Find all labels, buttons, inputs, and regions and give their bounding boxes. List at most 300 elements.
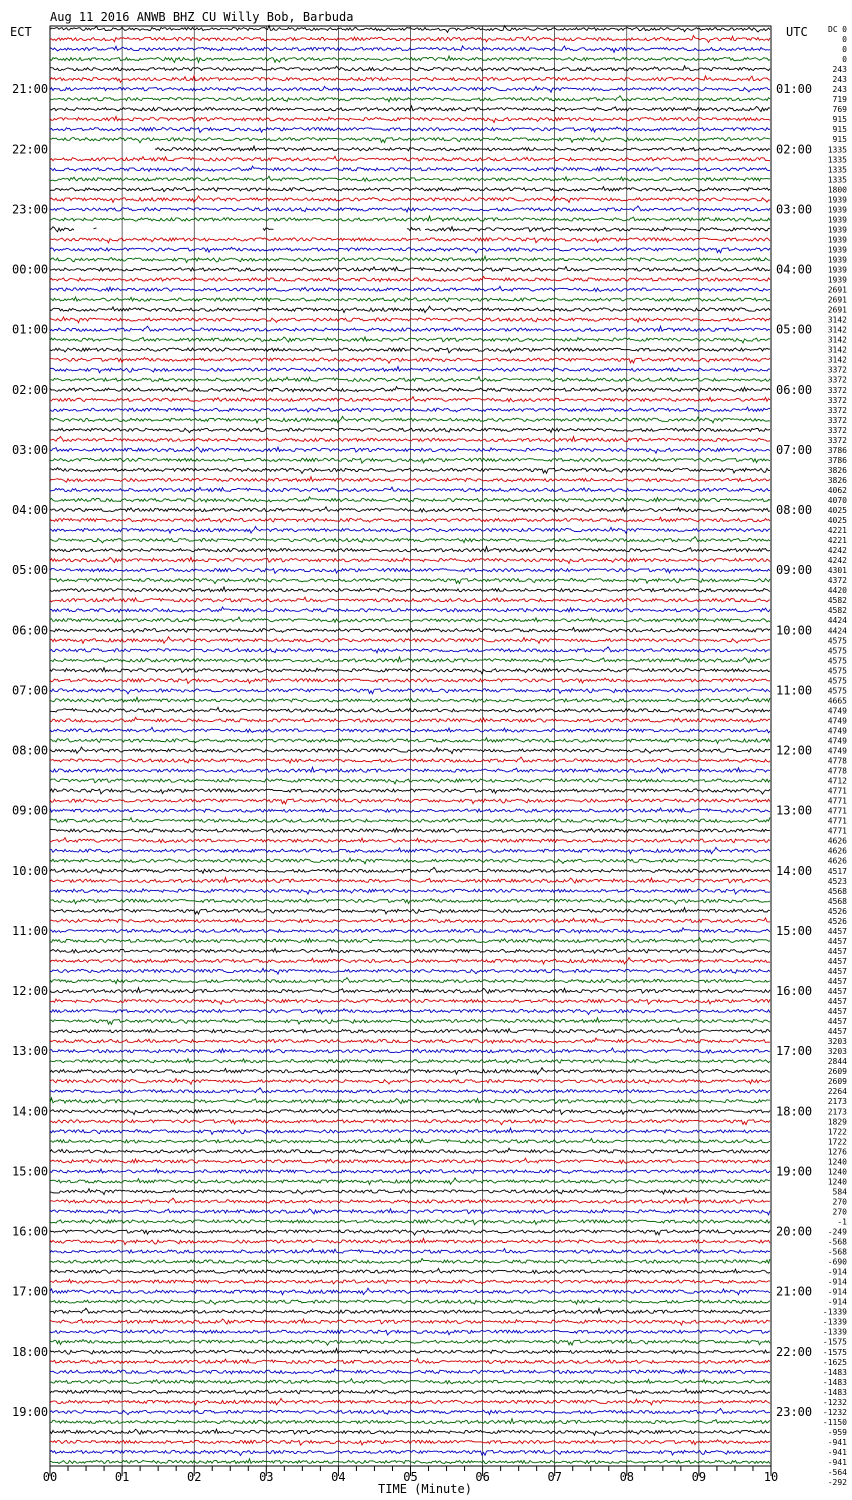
seismic-trace (50, 468, 770, 474)
seismic-trace (50, 458, 770, 463)
seismic-trace (50, 276, 770, 281)
seismic-trace (50, 978, 770, 984)
seismic-trace (50, 908, 770, 915)
seismic-trace (50, 999, 770, 1004)
right-hour-label: 06:00 (776, 382, 813, 397)
seismic-trace (50, 447, 770, 453)
dc-offset-label: 4575 (827, 636, 847, 646)
dc-offset-label: 4749 (827, 716, 847, 726)
seismic-trace (50, 747, 770, 754)
seismic-trace (50, 738, 770, 744)
seismic-trace (50, 899, 770, 905)
left-hour-labels (12, 82, 48, 1419)
seismic-trace (50, 1148, 770, 1153)
dc-offset-label: -1 (837, 1217, 847, 1227)
seismic-trace (50, 838, 770, 843)
dc-offset-label: 2609 (827, 1067, 847, 1077)
dc-offset-label: 1939 (827, 205, 847, 215)
dc-offset-label: -941 (827, 1447, 847, 1457)
dc-offset-label: -914 (827, 1287, 847, 1297)
dc-offset-label: 4221 (827, 536, 847, 546)
seismic-trace (50, 297, 770, 302)
right-hour-label: 03:00 (776, 202, 813, 217)
dc-offset-label: 769 (832, 105, 847, 115)
dc-offset-label: 3372 (827, 425, 847, 435)
seismic-trace (50, 988, 770, 994)
right-hour-labels (776, 82, 812, 1419)
seismic-trace (50, 928, 770, 933)
seismic-trace (50, 727, 770, 732)
dc-offset-label: 243 (832, 75, 847, 85)
seismic-trace (50, 1429, 770, 1435)
dc-offset-label: 4070 (827, 495, 847, 505)
dc-offset-label: -914 (827, 1267, 847, 1277)
x-tick-label: 07 (547, 1470, 562, 1484)
left-hour-label: 13:00 (12, 1044, 49, 1059)
dc-offset-label: 3372 (827, 395, 847, 405)
seismic-trace (50, 96, 770, 102)
dc-offset-label: 4242 (827, 546, 847, 556)
left-hour-label: 15:00 (12, 1164, 49, 1179)
chart-title: Aug 11 2016 ANWB BHZ CU Willy Bob, Barbuda (50, 10, 354, 24)
seismic-trace (50, 1279, 770, 1284)
right-timezone-label: UTC (786, 25, 808, 39)
dc-offset-label: 4424 (827, 616, 847, 626)
dc-offset-label: 4575 (827, 646, 847, 656)
dc-offset-label: 1276 (827, 1147, 847, 1157)
right-hour-label: 15:00 (776, 923, 813, 938)
seismic-trace (50, 557, 770, 563)
left-hour-label: 21:00 (12, 82, 49, 97)
dc-offset-label: -1575 (822, 1347, 847, 1357)
dc-offset-label: 2173 (827, 1107, 847, 1117)
right-hour-label: 23:00 (776, 1404, 813, 1419)
dc-offset-label: 584 (832, 1187, 847, 1197)
seismic-trace (50, 779, 770, 784)
right-hour-label: 07:00 (776, 442, 813, 457)
dc-offset-label: 4457 (827, 1017, 847, 1027)
seismic-trace (50, 1198, 770, 1203)
seismic-trace (50, 1450, 770, 1455)
dc-offset-label: 3786 (827, 445, 847, 455)
seismic-trace (50, 1409, 770, 1415)
dc-offset-label: -1625 (822, 1357, 847, 1367)
right-hour-label: 05:00 (776, 322, 813, 337)
dc-offset-label: 4242 (827, 556, 847, 566)
dc-offset-label: 2691 (827, 285, 847, 295)
x-tick-label: 08 (619, 1470, 635, 1484)
seismic-trace (50, 487, 770, 492)
seismic-trace (50, 377, 770, 382)
dc-offset-label: 4221 (827, 526, 847, 536)
dc-offset-label: 2844 (827, 1057, 847, 1067)
seismic-trace (50, 187, 770, 192)
left-hour-label: 14:00 (12, 1104, 49, 1119)
dc-offset-label: 4582 (827, 596, 847, 606)
left-hour-label: 23:00 (12, 202, 49, 217)
x-tick-label: 02 (186, 1470, 202, 1484)
seismic-trace (50, 1169, 770, 1174)
seismic-trace (50, 1038, 770, 1043)
dc-offset-label: 4062 (827, 485, 847, 495)
right-hour-label: 12:00 (776, 743, 813, 758)
dc-offset-label: 3372 (827, 415, 847, 425)
seismic-trace (50, 1238, 770, 1244)
seismic-trace (50, 568, 770, 573)
dc-offset-label: -941 (827, 1458, 847, 1467)
dc-offset-label: -1232 (822, 1407, 847, 1417)
seismic-trace (50, 1330, 770, 1335)
seismic-trace (50, 416, 770, 423)
dc-offset-label: -292 (827, 1478, 847, 1488)
dc-offset-label: 1829 (827, 1117, 847, 1127)
dc-offset-header: DC (828, 25, 838, 34)
seismic-trace (50, 477, 770, 482)
dc-offset-label: 0 (842, 25, 847, 34)
left-hour-label: 04:00 (12, 503, 49, 518)
dc-offset-label: 4749 (827, 706, 847, 716)
seismic-trace (50, 578, 770, 583)
seismic-trace (50, 668, 770, 674)
seismic-trace (50, 1419, 770, 1424)
seismic-trace (50, 206, 770, 212)
dc-offset-label: 4749 (827, 746, 847, 756)
seismic-trace (50, 1119, 770, 1125)
x-axis (43, 1466, 778, 1484)
right-hour-label: 01:00 (776, 82, 813, 97)
dc-offset-label: 4771 (827, 796, 847, 806)
seismic-trace (50, 1369, 770, 1374)
dc-offset-label: 3372 (827, 385, 847, 395)
dc-offset-label: 4749 (827, 726, 847, 736)
seismic-trace (50, 1079, 770, 1085)
seismic-trace (50, 1340, 770, 1346)
dc-offset-label: 4372 (827, 576, 847, 586)
seismic-trace (50, 757, 770, 763)
seismic-trace (50, 527, 770, 534)
dc-offset-label: -1150 (822, 1417, 847, 1427)
seismic-trace (50, 707, 770, 712)
dc-offset-label: 719 (832, 95, 847, 105)
left-hour-label: 18:00 (12, 1344, 49, 1359)
dc-offset-label: 1939 (827, 235, 847, 245)
dc-offset-label: 4457 (827, 976, 847, 986)
seismic-trace (50, 26, 770, 33)
right-hour-label: 21:00 (776, 1284, 813, 1299)
dc-offset-label: 4778 (827, 766, 847, 776)
dc-offset-label: -1339 (822, 1307, 847, 1317)
dc-offset-label: 915 (832, 115, 847, 125)
seismic-trace (50, 497, 770, 502)
dc-offset-label: 2173 (827, 1097, 847, 1107)
seismic-trace (50, 247, 770, 253)
dc-offset-label: 1722 (827, 1137, 847, 1147)
seismic-trace (50, 116, 770, 122)
seismic-trace (50, 637, 770, 644)
dc-offset-label: 3372 (827, 375, 847, 385)
right-hour-label: 18:00 (776, 1104, 813, 1119)
seismic-trace (50, 436, 770, 441)
x-axis-label: TIME (Minute) (378, 1482, 472, 1496)
seismic-trace (50, 847, 770, 853)
dc-offset-label: 4771 (827, 826, 847, 836)
dc-offset-label: 915 (832, 135, 847, 145)
dc-offset-label: 1240 (827, 1177, 847, 1187)
dc-offset-label: 4771 (827, 786, 847, 796)
seismic-trace (50, 1440, 770, 1445)
seismic-trace (50, 617, 770, 622)
dc-offset-label: 4575 (827, 666, 847, 676)
seismic-trace (50, 387, 770, 392)
seismic-trace (50, 818, 770, 823)
seismic-trace (50, 1229, 770, 1235)
dc-offset-label: 3142 (827, 345, 847, 355)
dc-offset-label: -1483 (822, 1377, 847, 1387)
left-timezone-label: ECT (10, 25, 32, 39)
dc-offset-label: 4665 (827, 696, 847, 706)
left-hour-label: 01:00 (12, 322, 49, 337)
seismic-trace (50, 227, 770, 232)
left-hour-label: 03:00 (12, 442, 49, 457)
seismic-trace (50, 689, 770, 694)
dc-offset-label: 4778 (827, 756, 847, 766)
dc-offset-label: 270 (832, 1197, 847, 1207)
dc-offset-label: 0 (842, 35, 847, 45)
left-hour-label: 19:00 (12, 1404, 49, 1419)
dc-offset-label: 3372 (827, 365, 847, 375)
dc-offset-label: 1939 (827, 225, 847, 235)
right-hour-label: 09:00 (776, 563, 813, 578)
seismic-trace (50, 337, 770, 343)
seismic-trace (50, 1459, 770, 1464)
dc-offset-label: 4457 (827, 987, 847, 997)
seismic-trace (50, 306, 770, 312)
dc-offset-label: 4457 (827, 1007, 847, 1017)
seismic-trace (50, 326, 770, 331)
x-tick-label: 05 (403, 1470, 418, 1484)
dc-offset-label: 2264 (827, 1087, 847, 1097)
seismic-trace (50, 1059, 770, 1064)
x-tick-label: 00 (42, 1470, 58, 1484)
dc-offset-label: -1483 (822, 1367, 847, 1377)
seismic-trace (50, 628, 770, 633)
dc-offset-label: 3142 (827, 355, 847, 365)
dc-offset-label: -690 (827, 1257, 847, 1267)
dc-offset-label: 1335 (827, 155, 847, 165)
seismic-trace (50, 348, 770, 353)
dc-offset-label: -249 (827, 1227, 847, 1237)
seismic-trace (50, 938, 770, 943)
minute-grid (50, 26, 771, 1466)
dc-offset-label: -1483 (822, 1387, 847, 1397)
dc-offset-label: 1939 (827, 245, 847, 255)
right-hour-label: 19:00 (776, 1164, 813, 1179)
dc-offset-label: 4568 (827, 896, 847, 906)
dc-offset-label: 1939 (827, 195, 847, 205)
dc-offset-label: 0 (842, 45, 847, 55)
seismic-trace (50, 1158, 770, 1163)
seismic-trace (50, 1138, 770, 1143)
seismic-trace (50, 1319, 770, 1325)
left-hour-label: 06:00 (12, 623, 49, 638)
right-hour-label: 11:00 (776, 683, 813, 698)
dc-offset-label: 4523 (827, 876, 847, 886)
dc-offset-label: 1939 (827, 255, 847, 265)
seismic-trace (50, 697, 770, 702)
seismic-trace (50, 799, 770, 804)
seismic-trace (50, 647, 770, 653)
seismic-trace (50, 407, 770, 412)
dc-offset-label: 4575 (827, 686, 847, 696)
dc-offset-label: 1335 (827, 145, 847, 155)
seismic-trace (50, 1009, 770, 1015)
seismic-trace (50, 1379, 770, 1384)
right-hour-label: 02:00 (776, 142, 813, 157)
seismic-trace (50, 156, 770, 161)
dc-offset-label: -564 (827, 1468, 847, 1478)
seismic-trace (50, 948, 770, 953)
seismic-trace (50, 1128, 770, 1134)
seismic-trace (50, 597, 770, 602)
seismic-trace (50, 1349, 770, 1355)
seismic-trace (50, 717, 770, 722)
seismic-trace (50, 286, 770, 291)
seismic-trace (50, 1300, 770, 1304)
seismic-trace (50, 1189, 770, 1195)
seismic-traces (50, 26, 770, 1464)
left-hour-label: 05:00 (12, 563, 49, 578)
dc-offset-label: -959 (827, 1427, 847, 1437)
dc-offset-label: 4771 (827, 806, 847, 816)
seismic-trace (50, 216, 770, 221)
dc-offset-label: 2691 (827, 295, 847, 305)
seismic-trace (50, 56, 770, 62)
seismic-trace (50, 968, 770, 974)
dc-offset-label: 1335 (827, 175, 847, 185)
x-tick-label: 01 (114, 1470, 130, 1484)
seismic-trace (50, 807, 770, 812)
left-hour-label: 17:00 (12, 1284, 49, 1299)
right-hour-label: 17:00 (776, 1044, 813, 1059)
right-hour-label: 20:00 (776, 1224, 813, 1239)
seismic-trace (50, 1268, 770, 1273)
dc-offset-label: 1240 (827, 1157, 847, 1167)
seismic-trace (50, 1018, 770, 1025)
seismic-trace (50, 1178, 770, 1184)
dc-offset-label: 1800 (827, 185, 847, 195)
dc-offset-label: 4749 (827, 736, 847, 746)
x-tick-label: 04 (331, 1470, 346, 1484)
right-hour-label: 04:00 (776, 262, 813, 277)
seismic-trace (50, 877, 770, 883)
seismic-trace (50, 267, 770, 272)
dc-offset-label: 3372 (827, 405, 847, 415)
dc-offset-label: 4575 (827, 676, 847, 686)
seismic-trace (50, 587, 770, 592)
seismic-trace (50, 1028, 770, 1033)
seismic-trace (50, 1220, 770, 1225)
dc-offset-label: -568 (827, 1247, 847, 1257)
left-hour-label: 22:00 (12, 142, 49, 157)
seismic-trace (50, 507, 770, 512)
seismic-trace (50, 428, 770, 432)
seismic-trace (50, 66, 770, 71)
dc-offset-label: 4568 (827, 886, 847, 896)
dc-offset-label: 4457 (827, 956, 847, 966)
dc-offset-label: 2691 (827, 305, 847, 315)
seismic-trace (50, 607, 770, 612)
seismic-trace (50, 1209, 770, 1215)
seismic-trace (50, 357, 770, 363)
dc-offset-label: -1339 (822, 1327, 847, 1337)
left-hour-label: 02:00 (12, 382, 49, 397)
dc-offset-label: 4526 (827, 906, 847, 916)
dc-offset-label: 3142 (827, 315, 847, 325)
seismic-trace (50, 196, 770, 203)
dc-offset-label: 1939 (827, 265, 847, 275)
left-hour-label: 16:00 (12, 1224, 49, 1239)
dc-offset-label: 4457 (827, 997, 847, 1007)
dc-offset-label: 1939 (827, 275, 847, 285)
left-hour-label: 07:00 (12, 683, 49, 698)
seismic-trace (50, 367, 770, 373)
dc-offset-label: 2609 (827, 1077, 847, 1087)
seismic-trace (50, 958, 770, 964)
seismic-trace (50, 678, 770, 683)
seismic-trace (50, 517, 770, 522)
seismic-trace (50, 86, 770, 92)
dc-offset-label: 243 (832, 85, 847, 95)
seismic-trace (50, 256, 770, 262)
seismic-trace (50, 46, 770, 52)
x-tick-label: 09 (691, 1470, 707, 1484)
left-hour-label: 11:00 (12, 923, 49, 938)
seismic-trace (155, 146, 770, 151)
dc-offset-label: 4457 (827, 1027, 847, 1037)
seismic-trace (50, 1068, 770, 1074)
dc-offset-label: 3142 (827, 335, 847, 345)
dc-offset-label: 4457 (827, 926, 847, 936)
dc-offset-label: 4712 (827, 776, 847, 786)
seismic-trace (50, 1359, 770, 1364)
dc-offset-label: -914 (827, 1297, 847, 1307)
left-hour-label: 08:00 (12, 743, 49, 758)
dc-offset-label: 1335 (827, 165, 847, 175)
seismic-trace (50, 397, 770, 402)
dc-offset-label: -568 (827, 1237, 847, 1247)
seismic-trace (50, 1110, 770, 1115)
dc-offset-label: 4575 (827, 656, 847, 666)
dc-offset-label: -1339 (822, 1317, 847, 1327)
dc-offset-label: 4457 (827, 936, 847, 946)
dc-offset-label: 243 (832, 65, 847, 75)
seismic-trace (50, 1249, 770, 1254)
x-tick-label: 10 (763, 1470, 779, 1484)
dc-offset-label: 4025 (827, 506, 847, 516)
left-hour-label: 09:00 (12, 803, 49, 818)
dc-offset-label: 4626 (827, 846, 847, 856)
dc-offset-label: 1240 (827, 1167, 847, 1177)
dc-offset-label: 4420 (827, 586, 847, 596)
seismic-trace (50, 317, 770, 323)
dc-offset-label: 0 (842, 55, 847, 65)
dc-offset-label: -1575 (822, 1337, 847, 1347)
right-hour-label: 16:00 (776, 984, 813, 999)
dc-offset-label: 1722 (827, 1127, 847, 1137)
dc-offset-label: 3203 (827, 1037, 847, 1047)
seismic-trace (50, 1048, 770, 1053)
seismic-trace (50, 767, 770, 773)
